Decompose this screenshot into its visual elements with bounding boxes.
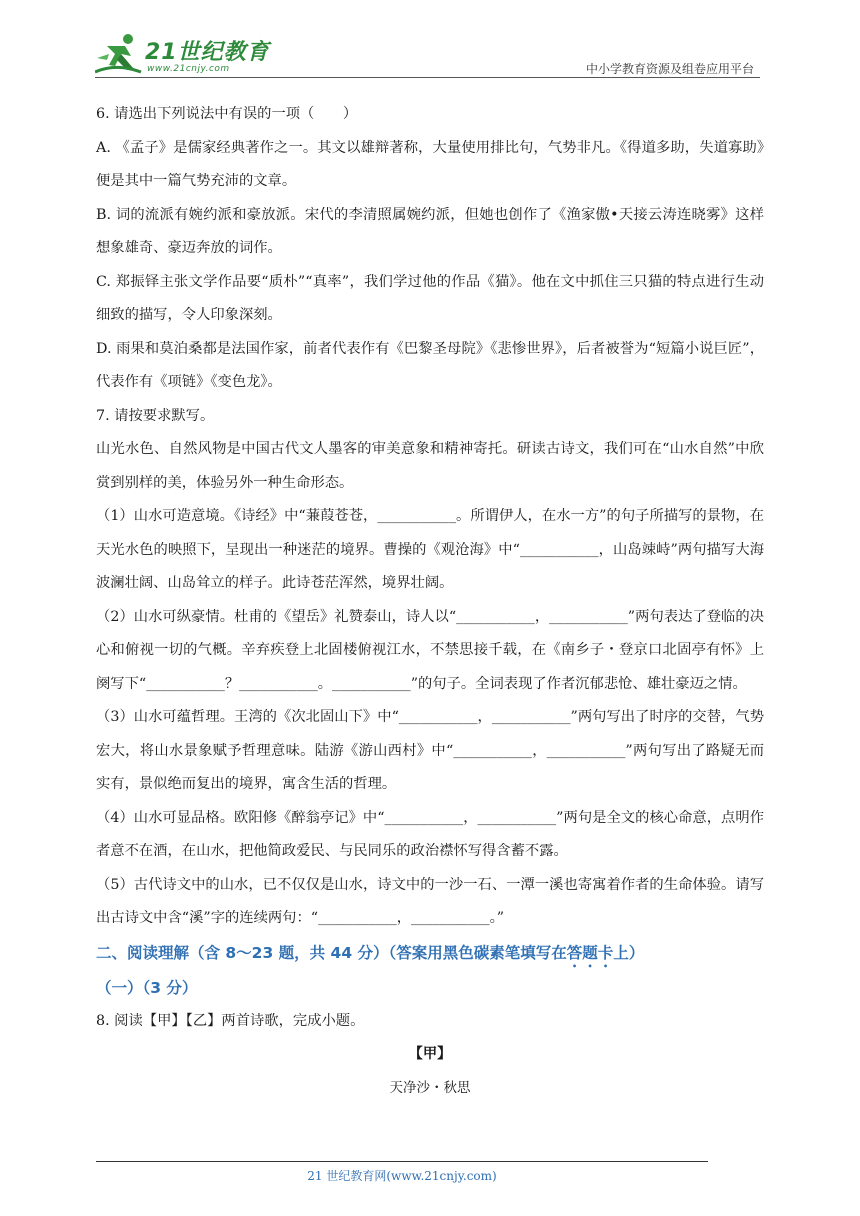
logo	[95, 32, 270, 76]
q7-intro: 山光水色、自然风物是中国古代文人墨客的审美意象和精神寄托。研读古诗文，我们可在“山水自然”中欣赏到别样的美，体验另外一种生命形态。	[96, 441, 764, 491]
runner-logo-icon	[95, 32, 143, 76]
logo-main-text: 21世纪教育	[145, 40, 270, 65]
q6-option-d: D. 雨果和莫泊桑都是法国作家，前者代表作有《巴黎圣母院》《悲惨世界》，后者被誉为“短篇小说巨匠”，代表作有《项链》《变色龙》。	[96, 340, 764, 390]
q6-option-b: B. 词的流派有婉约派和豪放派。宋代的李清照属婉约派，但她也创作了《渔家傲•天接云涛连晓雾》这样想象雄奇、豪迈奔放的词作。	[96, 206, 764, 256]
page-header	[95, 28, 760, 80]
section-2-title-main: 二、阅读理解（含 8～23 题，共 44 分）（答案用黑色碳素笔填写在	[96, 943, 567, 962]
q6-stem: 6. 请选出下列说法中有误的一项（ ）	[96, 106, 358, 122]
q8-label-jia: 【甲】	[408, 1046, 452, 1062]
section-2-subtitle: （一）（3 分）	[96, 978, 198, 997]
header-divider	[95, 77, 760, 78]
section-2-title-end: 上）	[613, 943, 645, 962]
q7-part-4: （4）山水可显品格。欧阳修《醉翁亭记》中“___________，___________”两句是全文的核心命意，点明作者意不在酒，在山水，把他简政爱民、与民同乐的政治襟怀写得含蓄不露。	[96, 809, 764, 859]
logo-sub-text: www.21cnjy.com	[147, 64, 230, 74]
section-2-title-emphasis: 答题卡	[566, 943, 614, 962]
q7-part-3: （3）山水可蕴哲理。王湾的《次北固山下》中“___________，___________”两句写出了时序的交替，气势宏大，将山水景象赋予哲理意味。陆游《游山西村》中“___________，___________”两句写出了路疑无而实有，景似绝而复出的境界，寓含生活的哲理。	[96, 709, 764, 792]
header-platform-text: 中小学教育资源及组卷应用平台	[585, 62, 754, 76]
q7-part-5: （5）古代诗文中的山水，已不仅仅是山水，诗文中的一沙一石、一潭一溪也寄寓着作者的生命体验。请写出古诗文中含“溪”字的连续两句：“___________，___________。”	[96, 876, 764, 926]
section-2-title	[96, 936, 764, 971]
page-content	[96, 98, 764, 1105]
q8-poem-title: 天净沙・秋思	[389, 1079, 471, 1096]
q8-stem: 8. 阅读【甲】【乙】两首诗歌，完成小题。	[96, 1012, 365, 1029]
q6-option-a: A. 《孟子》是儒家经典著作之一。其文以雄辩著称，大量使用排比句，气势非凡。《得道多助，失道寡助》便是其中一篇气势充沛的文章。	[96, 139, 764, 189]
footer-divider	[96, 1161, 708, 1162]
q7-part-2: （2）山水可纵豪情。杜甫的《望岳》礼赞泰山，诗人以“___________，___________”两句表达了登临的决心和俯视一切的气概。辛弃疾登上北固楼俯视江水，不禁思接千载，在《南乡子・登京口北固亭有怀》上阕写下“___________？___________。___________”的句子。全词表现了作者沉郁悲怆、雄壮豪迈之情。	[96, 608, 764, 692]
footer-text: 21 世纪教育网(www.21cnjy.com)	[307, 1169, 497, 1183]
q6-option-c: C. 郑振铎主张文学作品要“质朴”“真率”，我们学过他的作品《猫》。他在文中抓住三只猫的特点进行生动细致的描写，令人印象深刻。	[96, 273, 764, 323]
q7-part-1: （1）山水可造意境。《诗经》中“蒹葭苍苍，___________。所谓伊人，在水一方”的句子所描写的景物，在天光水色的映照下，呈现出一种迷茫的境界。曹操的《观沧海》中“___________，山岛竦峙”两句描写大海波澜壮阔、山岛耸立的样子。此诗苍茫浑然，境界壮阔。	[96, 508, 764, 591]
q7-stem: 7. 请按要求默写。	[96, 407, 215, 424]
